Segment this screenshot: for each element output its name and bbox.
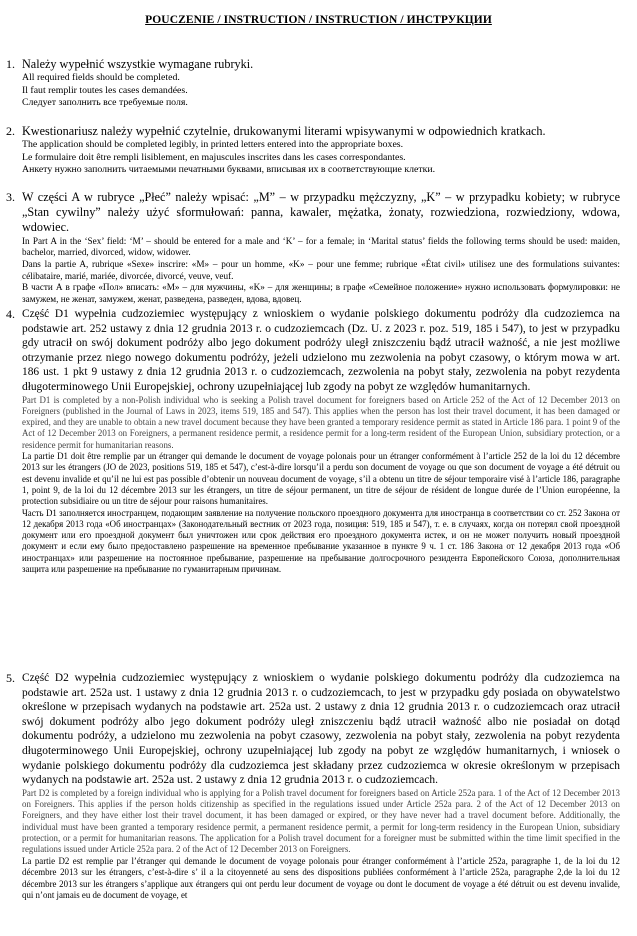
section-2-number: 2. bbox=[6, 124, 15, 138]
section-2-fr: Le formulaire doit être rempli lisiblement, en majuscules inscrites dans les cases correspondantes. bbox=[22, 151, 406, 163]
section-3-fr: Dans la partie A, rubrique «Sexe» inscrire: «M» – pour un homme, «K» – pour une femme; rubrique «État civil» utilisez une des formulations suivantes: célibataire, marié, mariée, divorcée, divorcé, veuve, veuf. bbox=[22, 259, 620, 281]
section-1 bbox=[22, 57, 620, 109]
section-4-ru: Часть D1 заполняется иностранцем, подающим заявление на получение польского проездного документа для иностранца в соответствии со ст. 252 Закона от 12 декабря 2013 года «Об иностранцах» (Законодательный вестник от 2023 года, позиция: 519, 185 и 547), т. е. в случаях, когда он потерял свой проездной документ или его проездной документ был уничтожен или срок действия его проездного документа истек, и он не может получить новый проездной документ и если ему было предоставлено разрешение на временное пребывание указанное в пункте 9 ч. 1 ст. 186 Закона от 12 декабря 2013 года «Об иностранцах» или разрешение на постоянное пребывание, разрешение на пребывание долгосрочного резидента Европейского Союза, дополнительная защита или разрешение на пребывание по гуманитарным причинам. bbox=[22, 507, 620, 575]
section-1-number: 1. bbox=[6, 57, 15, 71]
section-1-en: All required fields should be completed. bbox=[22, 72, 180, 84]
section-5-en: Part D2 is completed by a foreign individual who is applying for a Polish travel document for foreigners based on Article 252a para. 1 of the Act of 12 December 2013 on Foreigners. This applies if the person holds citizenship as specified in the regulations issued under Article 252a para. 2 of the Act of 12 December 2013 on Foreigners, and they have either lost their travel document, it has been damaged or expired, or they have never had a travel document before. Additionally, the individual must have been granted a temporary residence permit, a permanent residence permit, a permit for long-term residency in the European Union, subsidiary protection, or a permit for humanitarian reasons. The application for a Polish travel document for a foreigner must be submitted within the time limit specified in the regulations issued under Article 252a para. 2 of the Act of 12 December 2013 on Foreigners. bbox=[22, 787, 620, 855]
section-2-en: The application should be completed legibly, in printed letters entered into the appropriate boxes. bbox=[22, 139, 404, 151]
section-5 bbox=[22, 671, 620, 902]
section-2-ru: Анкету нужно заполнить читаемыми печатными буквами, вписывая их в соответствующие клетки. bbox=[22, 164, 436, 176]
section-2-pl: Kwestionariusz należy wypełnić czytelnie, drukowanymi literami wpisywanymi w odpowiednich kratkach. bbox=[22, 124, 546, 138]
section-5-number: 5. bbox=[6, 671, 15, 685]
section-1-ru: Следует заполнить все требуемые поля. bbox=[22, 97, 188, 109]
section-3-ru: В части А в графе «Пол» вписать: «M» – для мужчины, «K» – для женщины; в графе «Семейное положение» нужно использовать формулировки: не замужем, не женат, замужем, женат, разведена, разведен, вдова, вдовец. bbox=[22, 282, 620, 305]
section-3-number: 3. bbox=[6, 190, 15, 204]
section-1-pl: Należy wypełnić wszystkie wymagane rubryki. bbox=[22, 57, 254, 71]
section-3-en: In Part A in the ‘Sex’ field: ‘M’ – should be entered for a male and ‘K’ – for a female; in ‘Marital status’ fields the following terms should be used: maiden, bachelor, married, divorced, widow, widower. bbox=[22, 235, 620, 258]
section-5-fr: La partie D2 est remplie par l’étranger qui demande le document de voyage polonais pour étranger conformément à l’article 252a, paragraphe 1, de la loi du 12 décembre 2013 sur les étrangers, c’est-à-dire s’ il a la citoyenneté au sens des dispositions publiées conformément à l’article 252a, paragraphe 2,de la loi du 12 décembre 2013 sur les étrangers s’applique aux étrangers qui ont perdu leur document de voyage ou dont le document de voyage a été détruit ou est devenu invalide, qui n’ont jamais eu de document de voyage, et bbox=[22, 855, 620, 901]
section-3-pl: W części A w rubryce „Płeć” należy wpisać: „M” – w przypadku mężczyzny, „K” – w przypadku kobiety; w rubryce „Stan cywilny” należy użyć sformułowań: panna, kawaler, mężatka, żonaty, rozwiedziona, rozwiedziony, wdowa, wdowiec. bbox=[22, 190, 620, 235]
section-4-pl: Część D1 wypełnia cudzoziemiec występujący z wnioskiem o wydanie polskiego dokumentu podróży dla cudzoziemca na podstawie art. 252 ustawy z dnia 12 grudnia 2013 r. o cudzoziemcach (Dz. U. z 2023 r. poz. 519, 185 i 547), to jest w przypadku gdy utracił on swój dokument podróży albo jego dokument podróży uległ zniszczeniu bądź utracił ważność, a nie jest możliwe otrzymanie przez niego nowego dokumentu podróży, jeżeli udzielono mu zezwolenia na pobyt czasowy, o którym mowa w art. 186 ust. 1 pkt 9 ustawy z dnia 12 grudnia 2013 r. o cudzoziemcach, zezwolenia na pobyt stały, zezwolenia na pobyt rezydenta długoterminowego Unii Europejskiej, ochrony uzupełniającej lub zgody na pobyt ze względów humanitarnych. bbox=[22, 308, 620, 393]
section-4-number: 4. bbox=[6, 307, 15, 321]
section-2 bbox=[22, 124, 620, 176]
section-5-pl: Część D2 wypełnia cudzoziemiec występujący z wnioskiem o wydanie polskiego dokumentu podróży dla cudzoziemca na podstawie art. 252a ust. 1 ustawy z dnia 12 grudnia 2013 r. o cudzoziemcach, to jest w przypadku gdy posiada on obywatelstwo określone w przepisach wydanych na podstawie art. 252a ust. 2 ustawy z dnia 12 grudnia 2013 r. o cudzoziemcach oraz utracił swój dokument podróży albo jego dokument podróży uległ zniszczeniu bądź utracił ważność albo nie posiadał on dotąd dokumentu podróży, a udzielono mu zezwolenia na pobyt czasowy, zezwolenia na pobyt stały, zezwolenia na pobyt rezydenta długoterminowego Unii Europejskiej, ochrony uzupełniającej lub zgody na pobyt ze względów humanitarnych, i wniosek o wydanie polskiego dokumentu podróży dla cudzoziemca jest składany przez cudzoziemca w okresie określonym w przepisach wydanych na podstawie art. 252a ust. 2 ustawy z dnia 12 grudnia 2013 r. o cudzoziemcach. bbox=[22, 672, 620, 787]
page-title: POUCZENIE / INSTRUCTION / INSTRUCTION / ИНСТРУКЦИИ bbox=[145, 14, 492, 26]
section-3 bbox=[22, 190, 620, 306]
section-4-fr: La partie D1 doit être remplie par un étranger qui demande le document de voyage polonais pour un étranger conformément à l’article 252 de la loi du 12 décembre 2013 sur les étrangers (JO de 2023, positions 519, 185 et 547), c’est-à-dire lorsqu’il a perdu son document de voyage ou que son document de voyage a été détruit ou est devenu invalide et qu’il ne lui est pas possible d’obtenir un nouveau document de voyage, s’il a obtenu un titre de séjour temporaire visé à l’article 186, paragraphe 1, point 9, de la loi du 12 décembre 2013 sur les étrangers, un titre de séjour permanent, un titre de séjour de résident de longue durée de l’Union européenne, la protection subsidiaire ou un titre de séjour pour raisons humanitaires. bbox=[22, 451, 620, 507]
section-4-en: Part D1 is completed by a non-Polish individual who is seeking a Polish travel document for foreigners based on Article 252 of the Act of 12 December 2013 on Foreigners (published in the Journal of Laws in 2023, items 519, 185 and 547). This applies when the person has lost their travel document, it has been damaged or expired, and they are unable to obtain a new travel document because they have been granted a temporary residence permit as stated in Article 186 para. 1 point 9 of the Act of 12 December 2013 on Foreigners, a permanent residence permit, a residence permit for a long-term resident of the European Union, subsidiary protection, or a residence permit for humanitarian reasons. bbox=[22, 394, 620, 450]
section-4 bbox=[22, 307, 620, 575]
section-1-fr: Il faut remplir toutes les cases demandées. bbox=[22, 84, 188, 96]
